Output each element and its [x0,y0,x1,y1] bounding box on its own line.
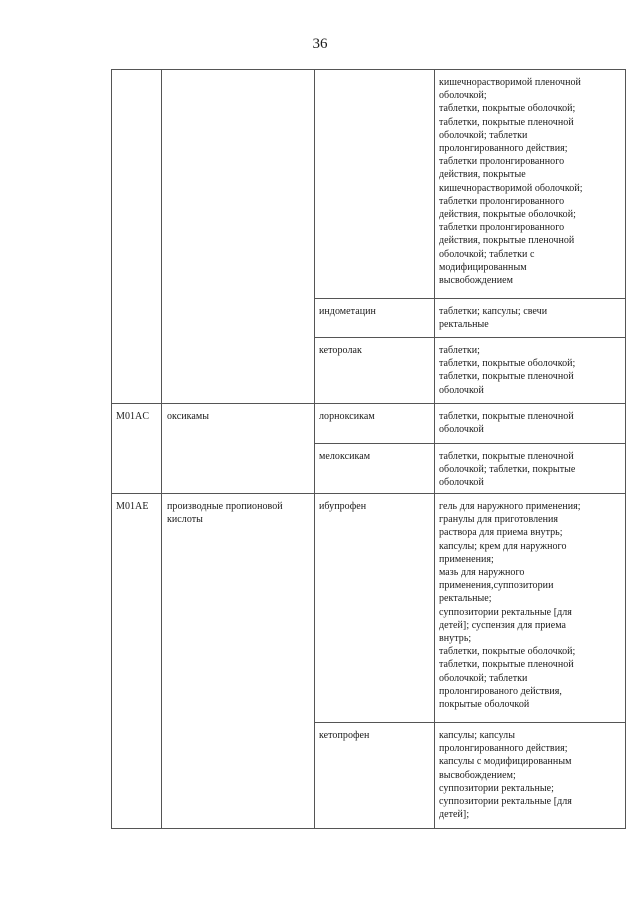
dosage-forms-cell: таблетки; таблетки, покрытые оболочкой; таблетки, покрытые пленочной оболочкой [439,345,576,396]
drug-name-cell: индометацин [319,306,376,317]
group-divider [111,493,626,494]
drug-group-cell: оксикамы [167,411,209,422]
drug-group-cell: производные пропионовой кислоты [167,501,283,526]
table-border-right [625,69,626,829]
dosage-forms-cell: кишечнорастворимой пленочной оболочкой; таблетки, покрытые оболочкой; таблетки, покрытые пленочной оболочкой; таблетки пролонгированного действия; таблетки пролонгированного действия, покрытые кишечнорастворимой оболочкой; таблетки пролонгированного действия, покрытые оболочкой; таблетки пролонгированного действия, покрытые пленочной оболочкой; таблетки с модифицированным высвобождением [439,77,583,287]
drug-name-cell: ибупрофен [319,501,367,512]
atc-code-cell: M01AE [116,501,149,512]
drug-name-cell: кетопрофен [319,730,370,741]
drug-name-cell: мелоксикам [319,451,371,462]
dosage-forms-cell: капсулы; капсулы пролонгированного действия; капсулы с модифицированным высвобождением; суппозитории ректальные; суппозитории ректальные [для детей]; [439,730,572,821]
atc-code-cell: M01AC [116,411,150,422]
dosage-forms-cell: таблетки, покрытые пленочной оболочкой; таблетки, покрытые оболочкой [439,451,576,489]
table-divider-group [314,69,315,829]
table-border-top [111,69,626,70]
dosage-forms-cell: таблетки, покрытые пленочной оболочкой [439,411,574,436]
row-divider [314,722,626,723]
row-divider [314,337,626,338]
page-number: 36 [312,36,328,52]
table-border-left [111,69,112,829]
row-divider [314,298,626,299]
row-divider [314,443,626,444]
drug-table [111,69,626,829]
table-border-bottom [111,828,626,829]
drug-name-cell: кеторолак [319,345,362,356]
drug-name-cell: лорноксикам [319,411,375,422]
dosage-forms-cell: таблетки; капсулы; свечи ректальные [439,306,548,331]
group-divider [111,403,626,404]
dosage-forms-cell: гель для наружного применения; гранулы для приготовления раствора для приема внутрь; капсулы; крем для наружного применения; мазь для наружного применения,суппозитории ректальные; суппозитории ректальные [для детей]; суспензия для приема внутрь; таблетки, покрытые оболочкой; таблетки, покрытые пленочной оболочкой; таблетки пролонгированого действия, покрытые оболочкой [439,501,581,711]
table-divider-drug [434,69,435,829]
table-divider-code [161,69,162,829]
